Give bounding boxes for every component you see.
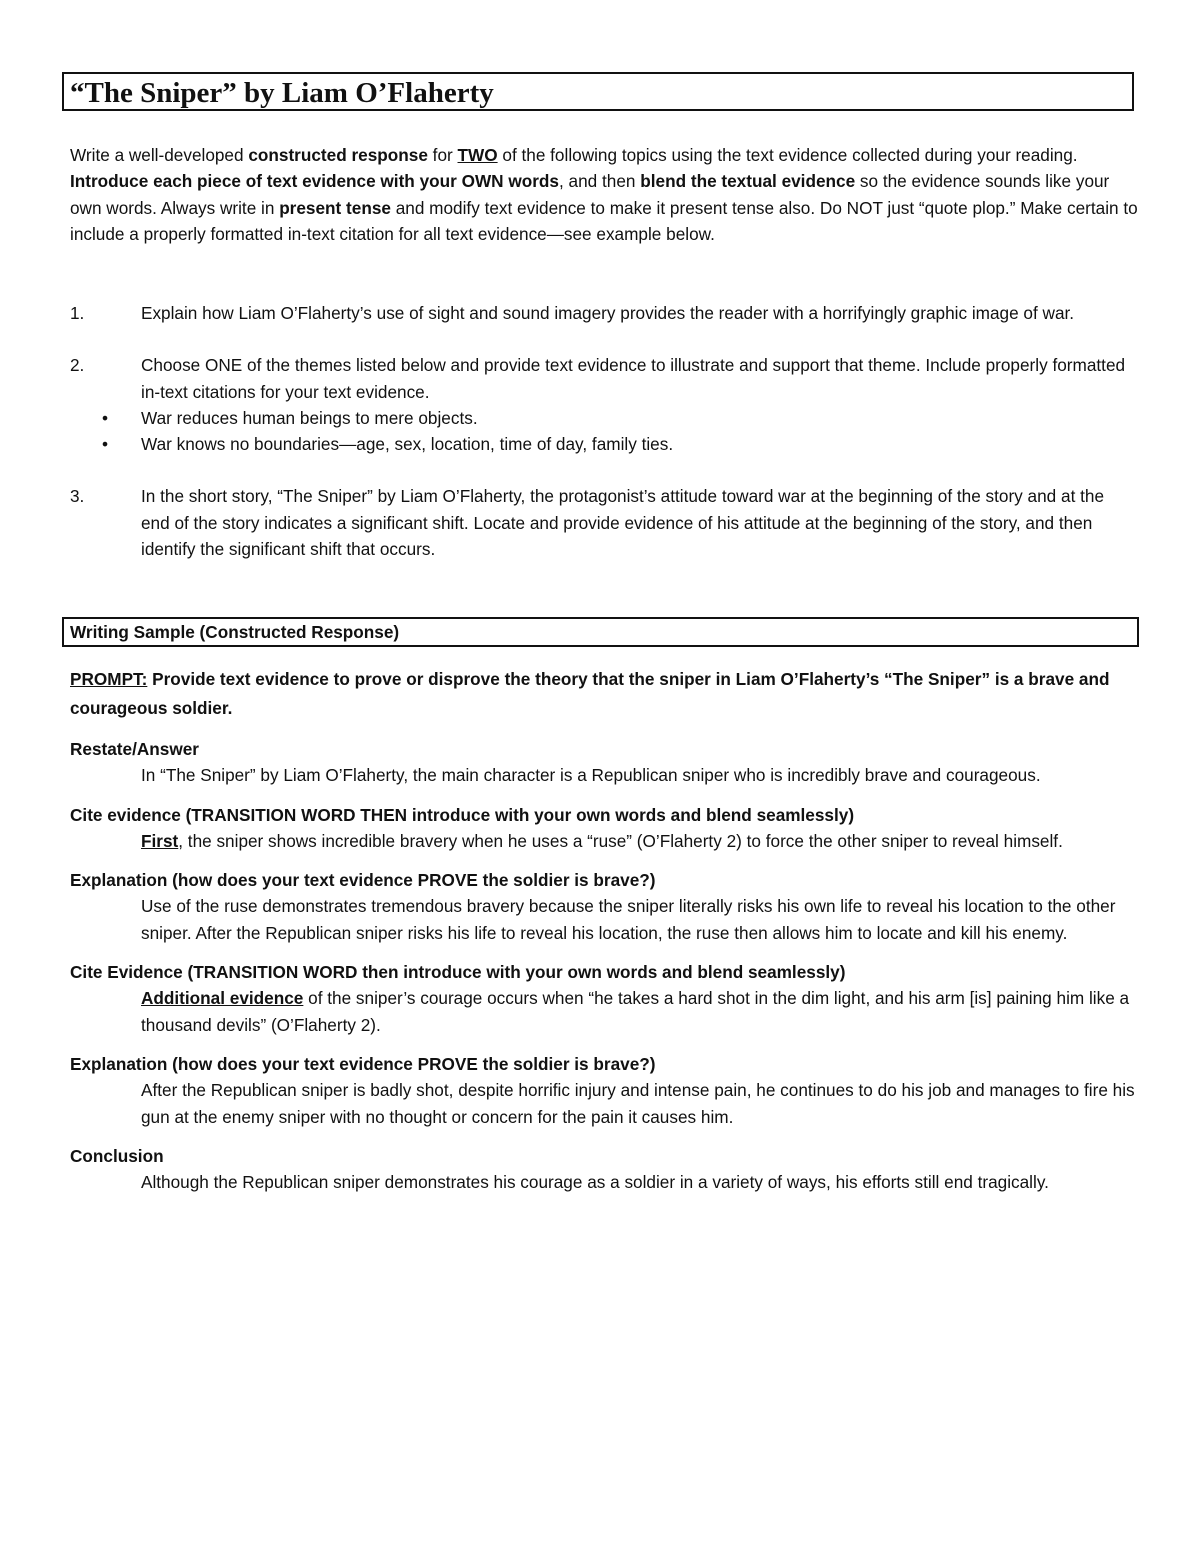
section-body: In “The Sniper” by Liam O’Flaherty, the main character is a Republican sniper who is incredibly brave and courageous. xyxy=(141,765,1041,786)
section-label: Conclusion xyxy=(70,1145,164,1166)
instructions-bold-1: constructed response xyxy=(248,145,428,165)
instructions xyxy=(70,142,1140,247)
task-list xyxy=(70,300,1140,562)
section-body: Although the Republican sniper demonstrates his courage as a soldier in a variety of ways, his efforts still end tragically. xyxy=(141,1172,1049,1193)
instructions-bold-3: Introduce each piece of text evidence with your OWN words xyxy=(70,171,559,192)
writing-sample xyxy=(70,665,1140,1195)
instructions-bold-2: TWO xyxy=(457,145,498,165)
page-title: “The Sniper” by Liam O’Flaherty xyxy=(70,77,494,109)
instructions-text-1: Write a well-developed xyxy=(70,145,249,165)
task-item-1 xyxy=(70,300,1140,326)
section-label: Restate/Answer xyxy=(70,739,199,759)
transition-word: First xyxy=(141,830,179,851)
title-box xyxy=(62,72,1134,111)
section-body xyxy=(70,828,1140,854)
instructions-text-2: for xyxy=(427,145,458,165)
section-body: After the Republican sniper is badly shot, despite horrific injury and intense pain, he continues to do his job and manages to fire his gun at the enemy sniper with no thought or concern for the pain it causes him. xyxy=(141,1080,1135,1127)
task-text: Choose ONE of the themes listed below and provide text evidence to illustrate and support that theme. Include properly formatted in-text citations for your text evidence. xyxy=(141,355,1126,402)
task-item-3 xyxy=(70,483,1140,562)
section-label: Explanation (how does your text evidence PROVE the soldier is brave?) xyxy=(70,1053,656,1074)
section-restate xyxy=(70,736,1140,789)
task-item-2 xyxy=(70,352,1140,405)
instructions-text-5: so the evidence sounds like your own words. Always write in xyxy=(70,171,1110,218)
instructions-text-6: and modify text evidence to make it present tense also. Do NOT just “quote plop.” Make certain to include a properly formatted in-text citation for all text evidence—see example below. xyxy=(70,197,1138,244)
bullet-icon: • xyxy=(102,407,109,428)
section-explanation-1 xyxy=(70,867,1140,946)
theme-list xyxy=(70,405,1140,458)
section-cite-evidence-2 xyxy=(70,959,1140,1038)
theme-item xyxy=(70,431,1140,457)
section-label: Cite Evidence (TRANSITION WORD then introduce with your own words and blend seamlessly) xyxy=(70,962,846,983)
task-text: Explain how Liam O’Flaherty’s use of sight and sound imagery provides the reader with a horrifyingly graphic image of war. xyxy=(141,303,1075,323)
writing-sample-heading: Writing Sample (Constructed Response) xyxy=(62,617,1139,647)
theme-item xyxy=(70,405,1140,431)
evidence-text: , the sniper shows incredible bravery when he uses a “ruse” (O’Flaherty 2) to force the other sniper to reveal himself. xyxy=(178,830,1063,851)
bullet-icon: • xyxy=(102,434,109,455)
section-cite-evidence-1 xyxy=(70,802,1140,855)
prompt-text: Provide text evidence to prove or disprove the theory that the sniper in Liam O’Flaherty’s “The Sniper” is a brave and courageous soldier. xyxy=(70,669,1110,718)
theme-text: War reduces human beings to mere objects. xyxy=(141,407,478,428)
theme-text: War knows no boundaries—age, sex, location, time of day, family ties. xyxy=(141,434,674,455)
prompt xyxy=(70,665,1140,723)
section-label: Explanation (how does your text evidence PROVE the soldier is brave?) xyxy=(70,870,656,891)
task-number: 3. xyxy=(70,486,85,507)
instructions-bold-4: blend the textual evidence xyxy=(640,171,856,192)
instructions-bold-5: present tense xyxy=(279,197,391,218)
section-conclusion xyxy=(70,1143,1140,1196)
section-body: Use of the ruse demonstrates tremendous bravery because the sniper literally risks his own life to reveal his location to the other sniper. After the Republican sniper risks his life to reveal his location, the ruse then allows him to locate and kill his enemy. xyxy=(141,896,1116,943)
transition-word: Additional evidence xyxy=(141,988,304,1009)
task-number: 2. xyxy=(70,355,85,376)
section-body xyxy=(70,985,1140,1038)
task-text: In the short story, “The Sniper” by Liam O’Flaherty, the protagonist’s attitude toward war at the beginning of the story and at the end of the story indicates a significant shift. Locate and provide evidence of his attitude at the beginning of the story, and then identify the significant shift that occurs. xyxy=(141,486,1105,560)
section-explanation-2 xyxy=(70,1051,1140,1130)
instructions-paragraph xyxy=(70,142,1140,247)
evidence-text: of the sniper’s courage occurs when “he takes a hard shot in the dim light, and his arm [is] paining him like a thousand devils” (O’Flaherty 2). xyxy=(141,988,1130,1035)
section-label: Cite evidence (TRANSITION WORD THEN introduce with your own words and blend seamlessly) xyxy=(70,804,855,825)
instructions-text-4: , and then xyxy=(559,171,641,192)
instructions-text-3: of the following topics using the text evidence collected during your reading. xyxy=(497,145,1078,165)
prompt-label: PROMPT: xyxy=(70,669,148,689)
task-number: 1. xyxy=(70,303,85,323)
